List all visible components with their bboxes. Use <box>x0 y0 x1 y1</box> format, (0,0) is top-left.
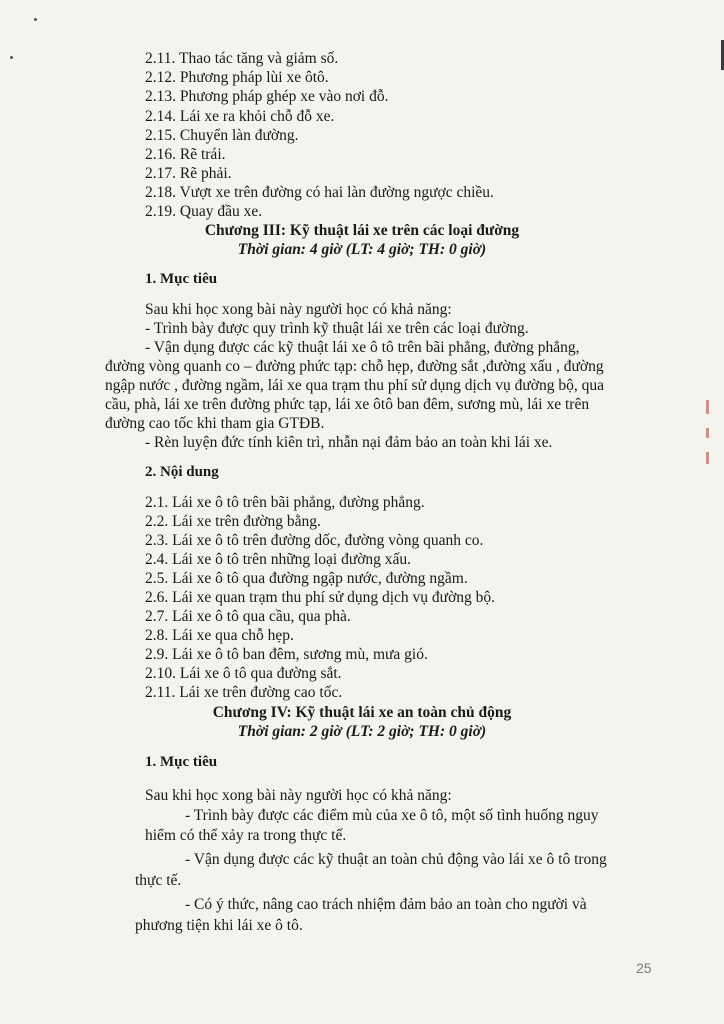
list-item: 2.5. Lái xe ô tô qua đường ngập nước, đường ngầm. <box>145 570 468 587</box>
paragraph-line: - Vận dụng được các kỹ thuật lái xe ô tô trên bãi phẳng, đường phẳng, <box>145 339 580 356</box>
paragraph-line: - Có ý thức, nâng cao trách nhiệm đảm bảo an toàn cho người và <box>185 896 587 913</box>
list-item: 2.10. Lái xe ô tô qua đường sắt. <box>145 665 342 682</box>
list-item: 2.1. Lái xe ô tô trên bãi phẳng, đường phẳng. <box>145 494 425 511</box>
paragraph-line: Sau khi học xong bài này người học có khả năng: <box>145 301 452 318</box>
list-item: 2.3. Lái xe ô tô trên đường dốc, đường vòng quanh co. <box>145 532 484 549</box>
paragraph-line: - Trình bày được quy trình kỹ thuật lái xe trên các loại đường. <box>145 320 529 337</box>
list-item: 2.14. Lái xe ra khỏi chỗ đỗ xe. <box>145 108 335 125</box>
list-item: 2.8. Lái xe qua chỗ hẹp. <box>145 627 294 644</box>
chapter-4-title: Chương IV: Kỹ thuật lái xe an toàn chủ động <box>212 704 512 721</box>
chapter-4-time: Thời gian: 2 giờ (LT: 2 giờ; TH: 0 giờ) <box>237 723 487 740</box>
paragraph-line: hiểm có thể xảy ra trong thực tế. <box>145 827 347 844</box>
chapter-3-time: Thời gian: 4 giờ (LT: 4 giờ; TH: 0 giờ) <box>237 241 487 258</box>
chapter-3-title: Chương III: Kỹ thuật lái xe trên các loại đường <box>204 222 520 239</box>
paragraph-line: phương tiện khi lái xe ô tô. <box>135 917 303 934</box>
list-item: 2.9. Lái xe ô tô ban đêm, sương mù, mưa gió. <box>145 646 428 663</box>
list-item: 2.17. Rẽ phải. <box>145 165 232 182</box>
side-mark <box>706 400 709 414</box>
paragraph-line: - Trình bày được các điểm mù của xe ô tô, một số tình huống nguy <box>185 807 599 824</box>
paragraph-line: - Vận dụng được các kỹ thuật an toàn chủ động vào lái xe ô tô trong <box>185 851 607 868</box>
chapter-3-objective-heading: 1. Mục tiêu <box>145 271 218 287</box>
list-item: 2.19. Quay đầu xe. <box>145 203 263 220</box>
list-item: 2.15. Chuyển làn đường. <box>145 127 299 144</box>
paragraph-line: đường vòng quanh co – đường phức tạp: chỗ hẹp, đường sắt ,đường xấu , đường <box>105 358 604 375</box>
paragraph-line: cầu, phà, lái xe trên đường phức tạp, lái xe ôtô ban đêm, sương mù, lái xe trên <box>105 396 590 413</box>
side-mark <box>706 428 709 438</box>
scan-speck <box>10 56 13 59</box>
list-item: 2.7. Lái xe ô tô qua cầu, qua phà. <box>145 608 351 625</box>
chapter-3-content-heading: 2. Nội dung <box>145 464 219 480</box>
side-mark <box>706 452 709 464</box>
paragraph-line: Sau khi học xong bài này người học có khả năng: <box>145 787 452 804</box>
chapter-4-objective-heading: 1. Mục tiêu <box>145 754 218 770</box>
list-item: 2.18. Vượt xe trên đường có hai làn đường ngược chiều. <box>145 184 494 201</box>
scan-speck <box>34 18 37 21</box>
paragraph-line: - Rèn luyện đức tính kiên trì, nhẫn nại đảm bảo an toàn khi lái xe. <box>145 434 553 451</box>
page-number: 25 <box>636 960 652 976</box>
paragraph-line: ngập nước , đường ngầm, lái xe qua trạm thu phí sử dụng dịch vụ đường bộ, qua <box>105 377 605 394</box>
list-item: 2.12. Phương pháp lùi xe ôtô. <box>145 69 329 86</box>
list-item: 2.4. Lái xe ô tô trên những loại đường xấu. <box>145 551 412 568</box>
paragraph-line: thực tế. <box>135 872 182 889</box>
paragraph-line: đường cao tốc khi tham gia GTĐB. <box>105 415 325 432</box>
list-item: 2.16. Rẽ trái. <box>145 146 226 163</box>
list-item: 2.11. Thao tác tăng và giảm số. <box>145 50 339 67</box>
list-item: 2.2. Lái xe trên đường bằng. <box>145 513 321 530</box>
list-item: 2.13. Phương pháp ghép xe vào nơi đỗ. <box>145 88 389 105</box>
list-item: 2.11. Lái xe trên đường cao tốc. <box>145 684 343 701</box>
list-item: 2.6. Lái xe quan trạm thu phí sử dụng dịch vụ đường bộ. <box>145 589 496 606</box>
